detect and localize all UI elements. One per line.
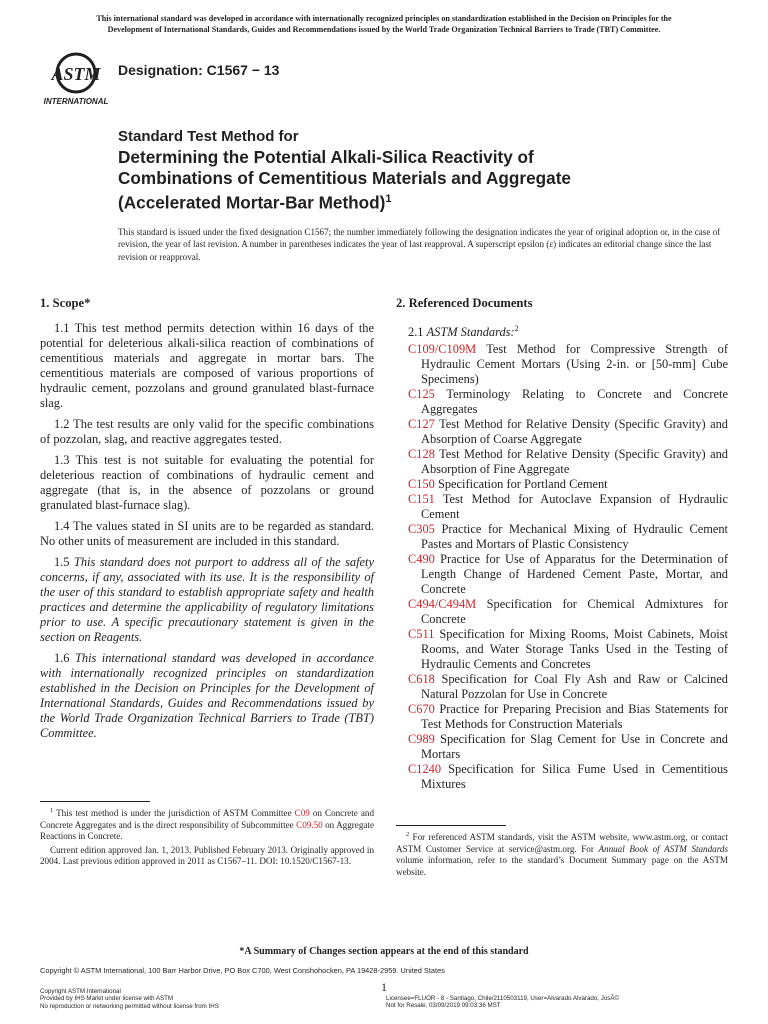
- scope-paragraph-1-3: 1.3 This test is not suitable for evaluating the potential for deleterious reaction of combinations of hydraulic cement and aggregate (that is, in the absence of pozzolans or ground granulated blast-furnace slag).: [40, 453, 374, 512]
- reference-code-link[interactable]: C151: [408, 492, 435, 507]
- reference-code-link[interactable]: C490: [408, 552, 435, 567]
- astm-logo: [40, 50, 112, 108]
- license-right-line-1: Licensee=FLUOR - 8 - Santiago, Chile/2110503119, User=Alvarado Alvarado, JosÃ©: [386, 995, 620, 1002]
- footnote-1-text-a: This test method is under the jurisdiction of ASTM Committee: [56, 808, 292, 819]
- reference-title: Test Method for Relative Density (Specific Gravity) and Absorption of Fine Aggregate: [421, 447, 728, 477]
- footnote-2-italic: Annual Book of ASTM Standards: [598, 843, 728, 854]
- scope-heading: 1. Scope*: [40, 296, 91, 310]
- footnote-2-mark: 2: [406, 831, 410, 838]
- copyright-line: Copyright © ASTM International, 100 Barr Harbor Drive, PO Box C700, West Conshohocken, PA 19428-2959. United States: [40, 966, 445, 975]
- title-line-3: [118, 189, 678, 214]
- scope-paragraph-1-5: [40, 555, 374, 645]
- summary-of-changes-note: *A Summary of Changes section appears at the end of this standard: [239, 946, 529, 957]
- svg-text:ASTM: ASTM: [51, 64, 101, 84]
- referenced-documents-section: [396, 296, 728, 792]
- tbt-notice: [30, 13, 738, 35]
- reference-list: [396, 342, 728, 792]
- subcommittee-c09-50-link[interactable]: C09.50: [296, 819, 323, 830]
- logo-wordmark: INTERNATIONAL: [43, 97, 109, 106]
- license-right-line-2: Not for Resale, 03/09/2019 09:03:36 MST: [386, 1002, 501, 1010]
- astm-standards-subheading: [408, 321, 728, 340]
- reference-title: Specification for Portland Cement: [437, 477, 608, 492]
- reference-item: [396, 732, 728, 762]
- reference-code-link[interactable]: C127: [408, 417, 435, 432]
- title-line-2: Combinations of Cementitious Materials and Aggregate: [118, 168, 571, 188]
- reference-item: [396, 387, 728, 417]
- scope-paragraph-1-6: [40, 651, 374, 741]
- astm-standards-number: 2.1: [408, 325, 424, 340]
- reference-code-link[interactable]: C670: [408, 702, 435, 717]
- reference-title: Test Method for Autoclave Expansion of Hydraulic Cement: [421, 492, 728, 522]
- footnote-2-text-a: For referenced ASTM standards, visit the ASTM website, www.astm.org, or contact ASTM Customer Service at service@astm.org. For: [396, 832, 728, 854]
- footnote-2-text-b: volume information, refer to the standard’s Document Summary page on the ASTM website.: [396, 855, 728, 877]
- reference-title: Practice for Use of Apparatus for the Determination of Length Change of Hardened Cement Paste, Mortar, and Concrete: [421, 552, 728, 597]
- scope-paragraph-1-2: 1.2 The test results are only valid for the specific combinations of pozzolan, slag, and reactive aggregates tested.: [40, 417, 374, 446]
- footnote-1-edition: Current edition approved Jan. 1, 2013. Published February 2013. Originally approved in 2004. Last previous edition approved in 2011 as C1567–11. DOI: 10.1520/C1567-13.: [40, 844, 374, 867]
- astm-standards-footnote-mark: 2: [514, 324, 519, 333]
- reference-title: Test Method for Compressive Strength of Hydraulic Cement Mortars (Using 2-in. or [50-mm] Cube Specimens): [421, 342, 728, 387]
- tbt-notice-line-2: Development of International Standards, Guides and Recommendations issued by the World Trade Organization Technical Barriers to Trade (TBT) Committee.: [107, 25, 661, 34]
- scope-paragraph-1-1: 1.1 This test method permits detection within 16 days of the potential for deleterious alkali-silica reaction of combinations of cementitious materials and aggregate in mortar bars. The cementitious materials are composed of various proportions of hydraulic cement, pozzolans and ground granulated blast-furnace slag.: [40, 321, 374, 410]
- license-right: [386, 995, 619, 1010]
- reference-title: Terminology Relating to Concrete and Concrete Aggregates: [421, 387, 728, 417]
- reference-title: Specification for Silica Fume Used in Cementitious Mixtures: [421, 762, 728, 792]
- referenced-documents-heading: 2. Referenced Documents: [396, 296, 533, 310]
- reference-title: Specification for Mixing Rooms, Moist Cabinets, Moist Rooms, and Water Storage Tanks Used in the Testing of Hydraulic Cements and Concretes: [421, 627, 728, 672]
- reference-item: [396, 762, 728, 792]
- scope-paragraph-1-6-number: 1.6: [54, 651, 70, 665]
- designation: Designation: C1567 − 13: [118, 62, 280, 78]
- committee-c09-link[interactable]: C09: [294, 808, 310, 819]
- footnote-2-text: [396, 829, 728, 878]
- reference-item: [396, 627, 728, 672]
- reference-item: [396, 342, 728, 387]
- reference-code-link[interactable]: C511: [408, 627, 435, 642]
- reference-code-link[interactable]: C150: [408, 477, 435, 492]
- reference-item: [396, 447, 728, 477]
- footnote-2-block: [396, 825, 728, 880]
- scope-paragraph-1-5-text: This standard does not purport to address all of the safety concerns, if any, associated with its use. It is the responsibility of the user of this standard to establish appropriate safety and health practices and determine the applicability of regulatory limitations prior to use. A specific precautionary statement is given in the section on Reagents.: [40, 555, 374, 644]
- reference-code-link[interactable]: C109/C109M: [408, 342, 477, 357]
- reference-title: Specification for Coal Fly Ash and Raw or Calcined Natural Pozzolan for Use in Concrete: [421, 672, 728, 702]
- reference-code-link[interactable]: C1240: [408, 762, 442, 777]
- issuance-statement: This standard is issued under the fixed designation C1567; the number immediately following the designation indicates the year of original adoption or, in the case of revision, the year of last revision. A number in parentheses indicates the year of last reapproval. A superscript epsilon (ε) indicates an editorial change since the last revision or reapproval.: [118, 227, 721, 262]
- page-number: 1: [381, 980, 387, 994]
- scope-paragraph-1-5-number: 1.5: [54, 555, 70, 569]
- scope-section: [40, 296, 374, 747]
- reference-item: [396, 477, 728, 492]
- title-line-3-text: (Accelerated Mortar-Bar Method): [118, 192, 386, 213]
- reference-item: [396, 597, 728, 627]
- reference-item: [396, 417, 728, 447]
- footnote-1-jurisdiction: [40, 805, 374, 843]
- footnote-1-block: [40, 801, 374, 870]
- reference-title: Test Method for Relative Density (Specific Gravity) and Absorption of Coarse Aggregate: [421, 417, 728, 447]
- reference-item: [396, 672, 728, 702]
- footnote-1-text-c: on Aggregate Reactions in Concrete.: [40, 819, 374, 842]
- license-left-line-3: No reproduction or networking permitted without license from IHS: [40, 1002, 219, 1010]
- footnote-1-text-b: on Concrete and Concrete Aggregates and is the direct responsibility of Subcommittee: [40, 808, 374, 830]
- scope-paragraph-1-4: 1.4 The values stated in SI units are to be regarded as standard. No other units of measurement are included in this standard.: [40, 519, 374, 548]
- reference-title: Specification for Chemical Admixtures for Concrete: [421, 597, 728, 627]
- reference-code-link[interactable]: C618: [408, 672, 435, 687]
- document-title: [118, 127, 678, 214]
- reference-item: [396, 492, 728, 522]
- reference-item: [396, 552, 728, 597]
- license-left-line-2: Provided by IHS Markit under license with ASTM: [40, 995, 174, 1003]
- reference-code-link[interactable]: C494/C494M: [408, 597, 477, 612]
- reference-title: Specification for Slag Cement for Use in Concrete and Mortars: [421, 732, 728, 762]
- tbt-notice-line-1: This international standard was developed in accordance with internationally recognized principles on standardization established in the Decision on Principles for the: [96, 14, 672, 23]
- footnote-rule-right: [396, 825, 506, 826]
- reference-title: Practice for Preparing Precision and Bias Statements for Test Methods for Construction Materials: [421, 702, 728, 732]
- astm-standards-label: ASTM Standards:: [426, 325, 515, 340]
- footnote-1-mark: 1: [50, 807, 54, 814]
- astm-international-logo-icon: [40, 50, 112, 108]
- license-left: [40, 988, 219, 1010]
- title-footnote-mark: 1: [385, 193, 392, 205]
- reference-item: [396, 702, 728, 732]
- reference-code-link[interactable]: C128: [408, 447, 435, 462]
- reference-title: Practice for Mechanical Mixing of Hydraulic Cement Pastes and Mortars of Plastic Consistency: [421, 522, 728, 552]
- license-left-line-1: Copyright ASTM International: [40, 988, 121, 995]
- title-line-1: Determining the Potential Alkali-Silica Reactivity of: [118, 147, 534, 167]
- reference-code-link[interactable]: C989: [408, 732, 435, 747]
- footnote-rule-left: [40, 801, 150, 802]
- title-prefix: Standard Test Method for: [118, 128, 299, 145]
- scope-paragraph-1-6-text: This international standard was developed in accordance with internationally recognized principles on standardization established in the Decision on Principles for the Development of International Standards, Guides and Recommendations issued by the World Trade Organization Technical Barriers to Trade (TBT) Committee.: [40, 651, 374, 740]
- reference-code-link[interactable]: C305: [408, 522, 435, 537]
- reference-item: [396, 522, 728, 552]
- reference-code-link[interactable]: C125: [408, 387, 435, 402]
